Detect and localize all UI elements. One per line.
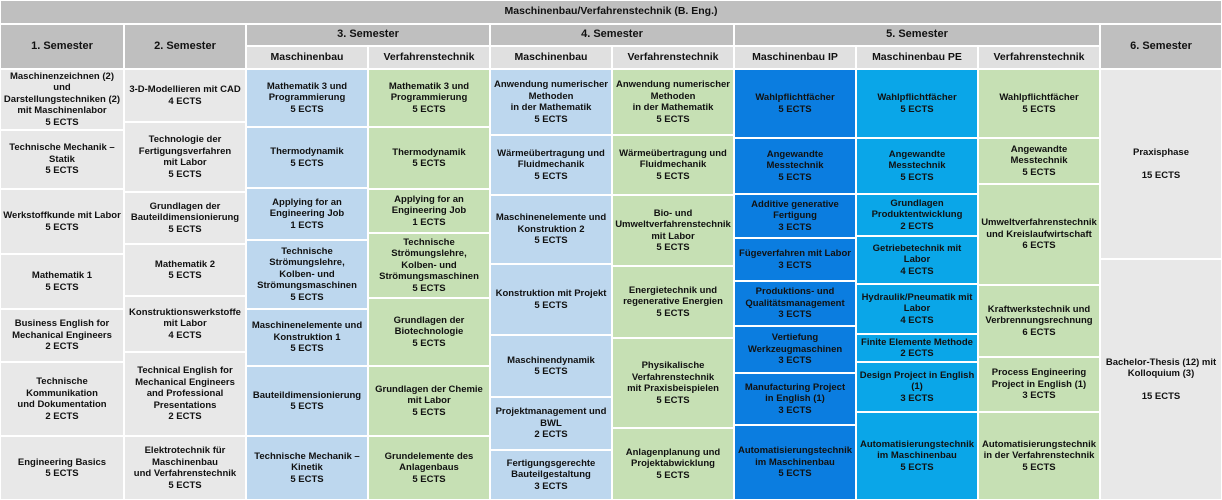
module-cell: Manufacturing Project in English (1) 3 ECTS <box>734 373 856 425</box>
header-s4-maschinenbau: Maschinenbau <box>490 46 612 69</box>
module-cell: Umweltverfahrenstechnik und Kreislaufwirtschaft 6 ECTS <box>978 184 1100 285</box>
header-semester-6: 6. Semester <box>1100 24 1222 69</box>
module-cell-praxisphase: Praxisphase 15 ECTS <box>1100 69 1222 259</box>
module-cell: Konstruktionswerkstoffe mit Labor 4 ECTS <box>124 296 246 352</box>
module-cell: Hydraulik/Pneumatik mit Labor 4 ECTS <box>856 284 978 334</box>
module-cell: Technische Mechanik – Kinetik 5 ECTS <box>246 436 368 500</box>
header-s5-verfahrenstechnik: Verfahrenstechnik <box>978 46 1100 69</box>
header-s3-verfahrenstechnik: Verfahrenstechnik <box>368 46 490 69</box>
module-cell: Anlagenplanung und Projektabwicklung 5 ECTS <box>612 428 734 500</box>
module-cell: Finite Elemente Methode 2 ECTS <box>856 334 978 362</box>
module-cell: Grundlagen der Biotechnologie 5 ECTS <box>368 298 490 366</box>
module-cell: Grundlagen der Chemie mit Labor 5 ECTS <box>368 366 490 436</box>
module-cell: Technical English for Mechanical Engineers and Professional Presentations 2 ECTS <box>124 352 246 436</box>
module-cell: Automatisierungstechnik im Maschinenbau 5 ECTS <box>856 412 978 500</box>
module-cell: Wahlpflichtfächer 5 ECTS <box>856 69 978 138</box>
module-cell: Grundelemente des Anlagenbaus 5 ECTS <box>368 436 490 500</box>
module-cell: Automatisierungstechnik in der Verfahrenstechnik 5 ECTS <box>978 412 1100 500</box>
header-semester-5: 5. Semester <box>734 24 1100 46</box>
module-cell: Angewandte Messtechnik 5 ECTS <box>856 138 978 194</box>
module-cell: Physikalische Verfahrenstechnik mit Praxisbeispielen 5 ECTS <box>612 338 734 428</box>
header-semester-4: 4. Semester <box>490 24 734 46</box>
module-cell: Maschinenelemente und Konstruktion 2 5 ECTS <box>490 195 612 264</box>
module-cell: Kraftwerkstechnik und Verbrennungsrechnung 6 ECTS <box>978 285 1100 357</box>
module-cell: Additive generative Fertigung 3 ECTS <box>734 194 856 238</box>
module-cell: Angewandte Messtechnik 5 ECTS <box>734 138 856 194</box>
module-cell: Applying for an Engineering Job 1 ECTS <box>246 188 368 240</box>
module-cell: Vertiefung Werkzeugmaschinen 3 ECTS <box>734 326 856 373</box>
module-cell: Wärmeübertragung und Fluidmechanik 5 ECTS <box>490 135 612 195</box>
module-cell: Angewandte Messtechnik 5 ECTS <box>978 138 1100 184</box>
module-cell: Process Engineering Project in English (1) 3 ECTS <box>978 357 1100 412</box>
module-cell-bachelor-thesis: Bachelor-Thesis (12) mit Kolloquium (3) 15 ECTS <box>1100 259 1222 500</box>
module-cell: Technische Strömungslehre, Kolben- und Strömungsmaschinen 5 ECTS <box>368 233 490 298</box>
module-cell: Fertigungsgerechte Bauteilgestaltung 3 ECTS <box>490 450 612 500</box>
header-semester-1: 1. Semester <box>0 24 124 69</box>
header-semester-2: 2. Semester <box>124 24 246 69</box>
module-cell: Elektrotechnik für Maschinenbau und Verfahrenstechnik 5 ECTS <box>124 436 246 500</box>
program-title: Maschinenbau/Verfahrenstechnik (B. Eng.) <box>0 0 1222 24</box>
module-cell: Anwendung numerischer Methoden in der Mathematik 5 ECTS <box>612 69 734 135</box>
module-cell: Bauteildimensionierung 5 ECTS <box>246 366 368 436</box>
module-cell: Energietechnik und regenerative Energien 5 ECTS <box>612 266 734 338</box>
module-cell: Thermodynamik 5 ECTS <box>368 127 490 189</box>
module-cell: Grundlagen Produktentwicklung 2 ECTS <box>856 194 978 236</box>
module-cell: Business English for Mechanical Engineers 2 ECTS <box>0 309 124 362</box>
module-cell: Maschinendynamik 5 ECTS <box>490 335 612 397</box>
header-s5-maschinenbau-pe: Maschinenbau PE <box>856 46 978 69</box>
module-cell: Engineering Basics 5 ECTS <box>0 436 124 500</box>
module-cell: Wärmeübertragung und Fluidmechanik 5 ECTS <box>612 135 734 195</box>
module-cell: Produktions- und Qualitätsmanagement 3 ECTS <box>734 281 856 326</box>
header-s4-verfahrenstechnik: Verfahrenstechnik <box>612 46 734 69</box>
module-cell: Automatisierungstechnik im Maschinenbau 5 ECTS <box>734 425 856 500</box>
module-cell: Design Project in English (1) 3 ECTS <box>856 362 978 412</box>
module-cell: Technologie der Fertigungsverfahren mit Labor 5 ECTS <box>124 122 246 192</box>
module-cell: 3-D-Modellieren mit CAD 4 ECTS <box>124 69 246 122</box>
module-cell: Mathematik 3 und Programmierung 5 ECTS <box>368 69 490 127</box>
module-cell: Anwendung numerischer Methoden in der Mathematik 5 ECTS <box>490 69 612 135</box>
module-cell: Werkstoffkunde mit Labor 5 ECTS <box>0 189 124 254</box>
module-cell: Grundlagen der Bauteildimensionierung 5 ECTS <box>124 192 246 244</box>
module-cell: Mathematik 2 5 ECTS <box>124 244 246 296</box>
module-cell: Konstruktion mit Projekt 5 ECTS <box>490 264 612 335</box>
module-cell: Getriebetechnik mit Labor 4 ECTS <box>856 236 978 284</box>
module-cell: Wahlpflichtfächer 5 ECTS <box>734 69 856 138</box>
module-cell: Mathematik 3 und Programmierung 5 ECTS <box>246 69 368 127</box>
module-cell: Bio- und Umweltverfahrenstechnik mit Labor 5 ECTS <box>612 195 734 266</box>
header-s3-maschinenbau: Maschinenbau <box>246 46 368 69</box>
module-cell: Applying for an Engineering Job 1 ECTS <box>368 189 490 233</box>
module-cell: Maschinenelemente und Konstruktion 1 5 ECTS <box>246 309 368 366</box>
module-cell: Maschinenzeichnen (2) und Darstellungstechniken (2) mit Maschinenlabor 5 ECTS <box>0 69 124 130</box>
header-s5-maschinenbau-ip: Maschinenbau IP <box>734 46 856 69</box>
module-cell: Thermodynamik 5 ECTS <box>246 127 368 188</box>
header-semester-3: 3. Semester <box>246 24 490 46</box>
module-cell: Projektmanagement und BWL 2 ECTS <box>490 397 612 450</box>
module-cell: Fügeverfahren mit Labor 3 ECTS <box>734 238 856 281</box>
module-cell: Wahlpflichtfächer 5 ECTS <box>978 69 1100 138</box>
module-cell: Technische Mechanik – Statik 5 ECTS <box>0 130 124 189</box>
module-cell: Technische Kommunikation und Dokumentation 2 ECTS <box>0 362 124 436</box>
module-cell: Mathematik 1 5 ECTS <box>0 254 124 309</box>
module-cell: Technische Strömungslehre, Kolben- und Strömungsmaschinen 5 ECTS <box>246 240 368 309</box>
